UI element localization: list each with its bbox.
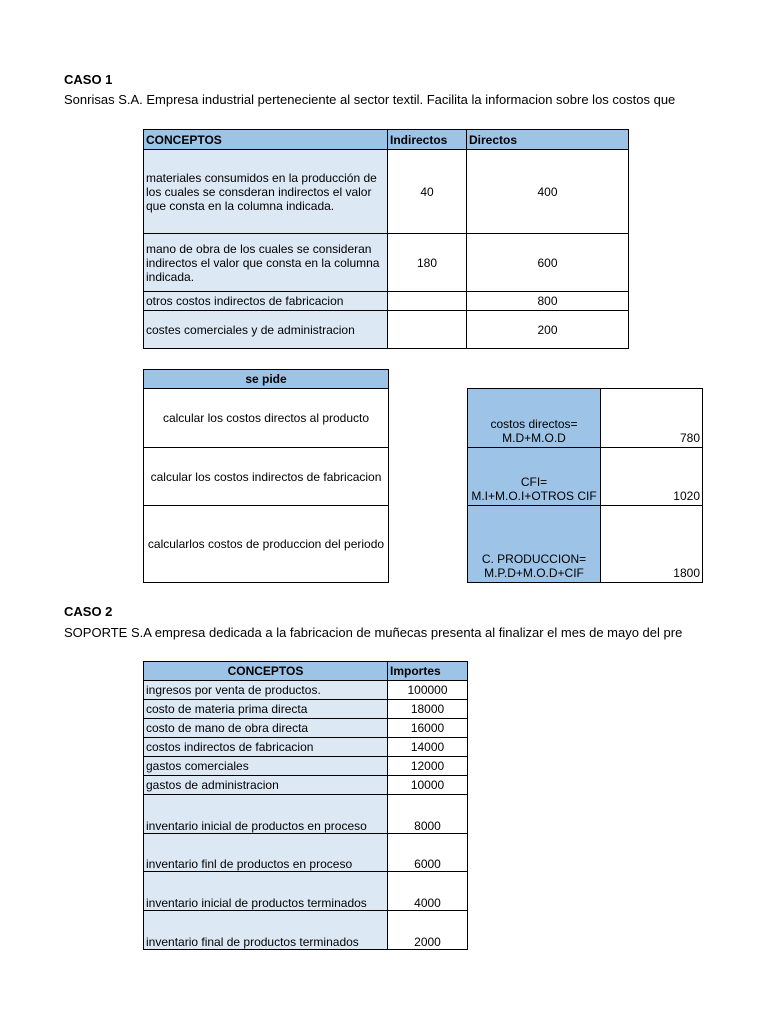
concept-cell: inventario final de productos terminados: [144, 911, 388, 950]
indirectos-cell: [388, 292, 467, 311]
concept-cell: ingresos por venta de productos.: [144, 681, 388, 700]
concept-cell: costo de mano de obra directa: [144, 719, 388, 738]
se-pide-table: [143, 369, 389, 583]
result-value: 1800: [601, 506, 703, 583]
concept-cell: otros costos indirectos de fabricacion: [144, 292, 388, 311]
importe-cell: 18000: [388, 700, 468, 719]
header-importes: Importes: [388, 662, 468, 681]
result-label: CFI= M.I+M.O.I+OTROS CIF: [468, 448, 601, 506]
se-pide-item: calcular los costos indirectos de fabricacion: [144, 448, 389, 506]
caso2-description: SOPORTE S.A empresa dedicada a la fabricacion de muñecas presenta al finalizar el mes de mayo del pre: [64, 625, 683, 640]
concept-cell: mano de obra de los cuales se consideran indirectos el valor que consta en la columna indicada.: [144, 234, 388, 292]
indirectos-cell: [388, 311, 467, 349]
indirectos-cell: 40: [388, 150, 467, 234]
caso1-title: CASO 1: [64, 72, 113, 87]
concept-cell: costos indirectos de fabricacion: [144, 738, 388, 757]
importe-cell: 100000: [388, 681, 468, 700]
concept-cell: inventario finl de productos en proceso: [144, 834, 388, 872]
importe-cell: 14000: [388, 738, 468, 757]
result-value: 1020: [601, 448, 703, 506]
concept-cell: gastos comerciales: [144, 757, 388, 776]
directos-cell: 600: [467, 234, 629, 292]
se-pide-item: calcular los costos directos al producto: [144, 389, 389, 448]
caso1-concepts-table: [143, 129, 629, 349]
importe-cell: 8000: [388, 795, 468, 834]
importe-cell: 16000: [388, 719, 468, 738]
importe-cell: 4000: [388, 872, 468, 911]
se-pide-header: se pide: [144, 370, 389, 389]
caso1-description: Sonrisas S.A. Empresa industrial perteneciente al sector textil. Facilita la informacion sobre los costos que: [64, 92, 676, 107]
directos-cell: 400: [467, 150, 629, 234]
importe-cell: 10000: [388, 776, 468, 795]
concept-cell: inventario inicial de productos en proceso: [144, 795, 388, 834]
importe-cell: 12000: [388, 757, 468, 776]
concept-cell: inventario inicial de productos terminados: [144, 872, 388, 911]
caso2-concepts-table: [143, 661, 468, 950]
result-label: costos directos= M.D+M.O.D: [468, 389, 601, 448]
caso2-title: CASO 2: [64, 604, 113, 619]
results-table: [467, 388, 703, 583]
concept-cell: gastos de administracion: [144, 776, 388, 795]
indirectos-cell: 180: [388, 234, 467, 292]
concept-cell: costes comerciales y de administracion: [144, 311, 388, 349]
result-label: C. PRODUCCION= M.P.D+M.O.D+CIF: [468, 506, 601, 583]
header-conceptos: CONCEPTOS: [144, 130, 388, 150]
importe-cell: 2000: [388, 911, 468, 950]
header-directos: Directos: [467, 130, 629, 150]
se-pide-item: calcularlos costos de produccion del periodo: [144, 506, 389, 583]
directos-cell: 200: [467, 311, 629, 349]
importe-cell: 6000: [388, 834, 468, 872]
header-indirectos: Indirectos: [388, 130, 467, 150]
directos-cell: 800: [467, 292, 629, 311]
header-conceptos: CONCEPTOS: [144, 662, 388, 681]
result-value: 780: [601, 389, 703, 448]
concept-cell: materiales consumidos en la producción de los cuales se consderan indirectos el valor que consta en la columna indicada.: [144, 150, 388, 234]
concept-cell: costo de materia prima directa: [144, 700, 388, 719]
